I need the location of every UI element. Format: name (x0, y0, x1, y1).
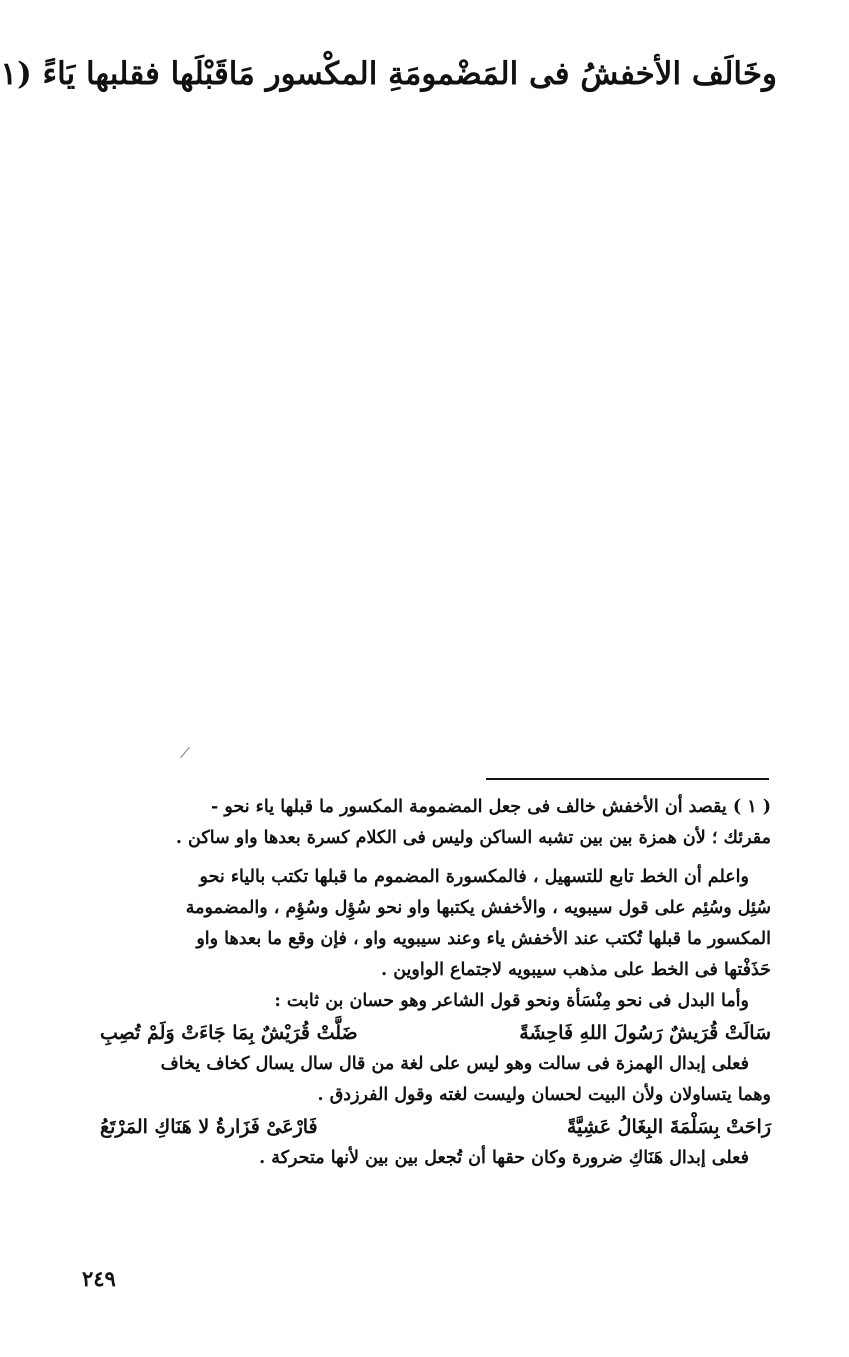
main-text-line: وخَالَف الأخفشُ فى المَضْمومَةِ المكْسور مَاقَبْلَها فقلبها يَاءً (١ (0, 56, 777, 92)
verse-line-farazdaq (100, 1111, 771, 1143)
footnote-line: فعلى إبدال الهمزة فى سالت وهو ليس على لغة من قال سال يسال كخاف يخاف (160, 1054, 749, 1074)
footnote-line: وأما البدل فى نحو مِنْسَأة ونحو قول الشاعر وهو حسان بن ثابت : (274, 991, 749, 1011)
verse-second-hemistich: فَارْعَىْ فَزَارةُ لا هَنَاكِ المَرْتَعُ (100, 1116, 318, 1138)
footnote-line: مقرئك ؛ لأن همزة بين بين تشبه الساكن وليس فى الكلام كسرة بعدها واو ساكن . (175, 828, 771, 848)
footnote-line: ( ١ ) يقصد أن الأخفش خالف فى جعل المضمومة المكسور ما قبلها ياء نحو - (211, 797, 771, 817)
footnote-line: حَذَفْتها فى الخط على مذهب سيبويه لاجتماع الواوين . (381, 960, 771, 980)
footnote-line: المكسور ما قبلها تُكتب عند الأخفش ياء وعند سيبويه واو ، فإن وقع ما بعدها واو (196, 929, 771, 949)
footnote-line: واعلم أن الخط تابع للتسهيل ، فالمكسورة المضموم ما قبلها تكتب بالياء نحو (199, 867, 749, 887)
page-number: ٢٤٩ (82, 1266, 116, 1291)
verse-first-hemistich: رَاحَتْ بِسَلْمَةَ البِغَالُ عَشِيَّةً (566, 1116, 771, 1138)
verse-first-hemistich: سَالَتْ قُرَيشٌ رَسُولَ اللهِ فَاحِشَةً (519, 1022, 771, 1044)
footnote-separator (486, 778, 769, 780)
verse-second-hemistich: ضَلَّتْ قُرَيْشٌ بِمَا جَاءَتْ وَلَمْ تُصِبِ (100, 1022, 358, 1044)
stray-mark (180, 747, 190, 758)
footnote-block (100, 792, 771, 1174)
footnote-line: سُئِل وسُئِم على قول سيبويه ، والأخفش يكتبها واو نحو سُؤِل وسُؤِم ، والمضمومة (185, 898, 771, 918)
footnote-line: فعلى إبدال هَنَاكِ ضرورة وكان حقها أن تُجعل بين بين لأنها متحركة . (259, 1148, 749, 1168)
footnote-line: وهما يتساولان ولأن البيت لحسان وليست لغته وقول الفرزدق . (317, 1085, 771, 1105)
verse-line-hassan (100, 1017, 771, 1049)
